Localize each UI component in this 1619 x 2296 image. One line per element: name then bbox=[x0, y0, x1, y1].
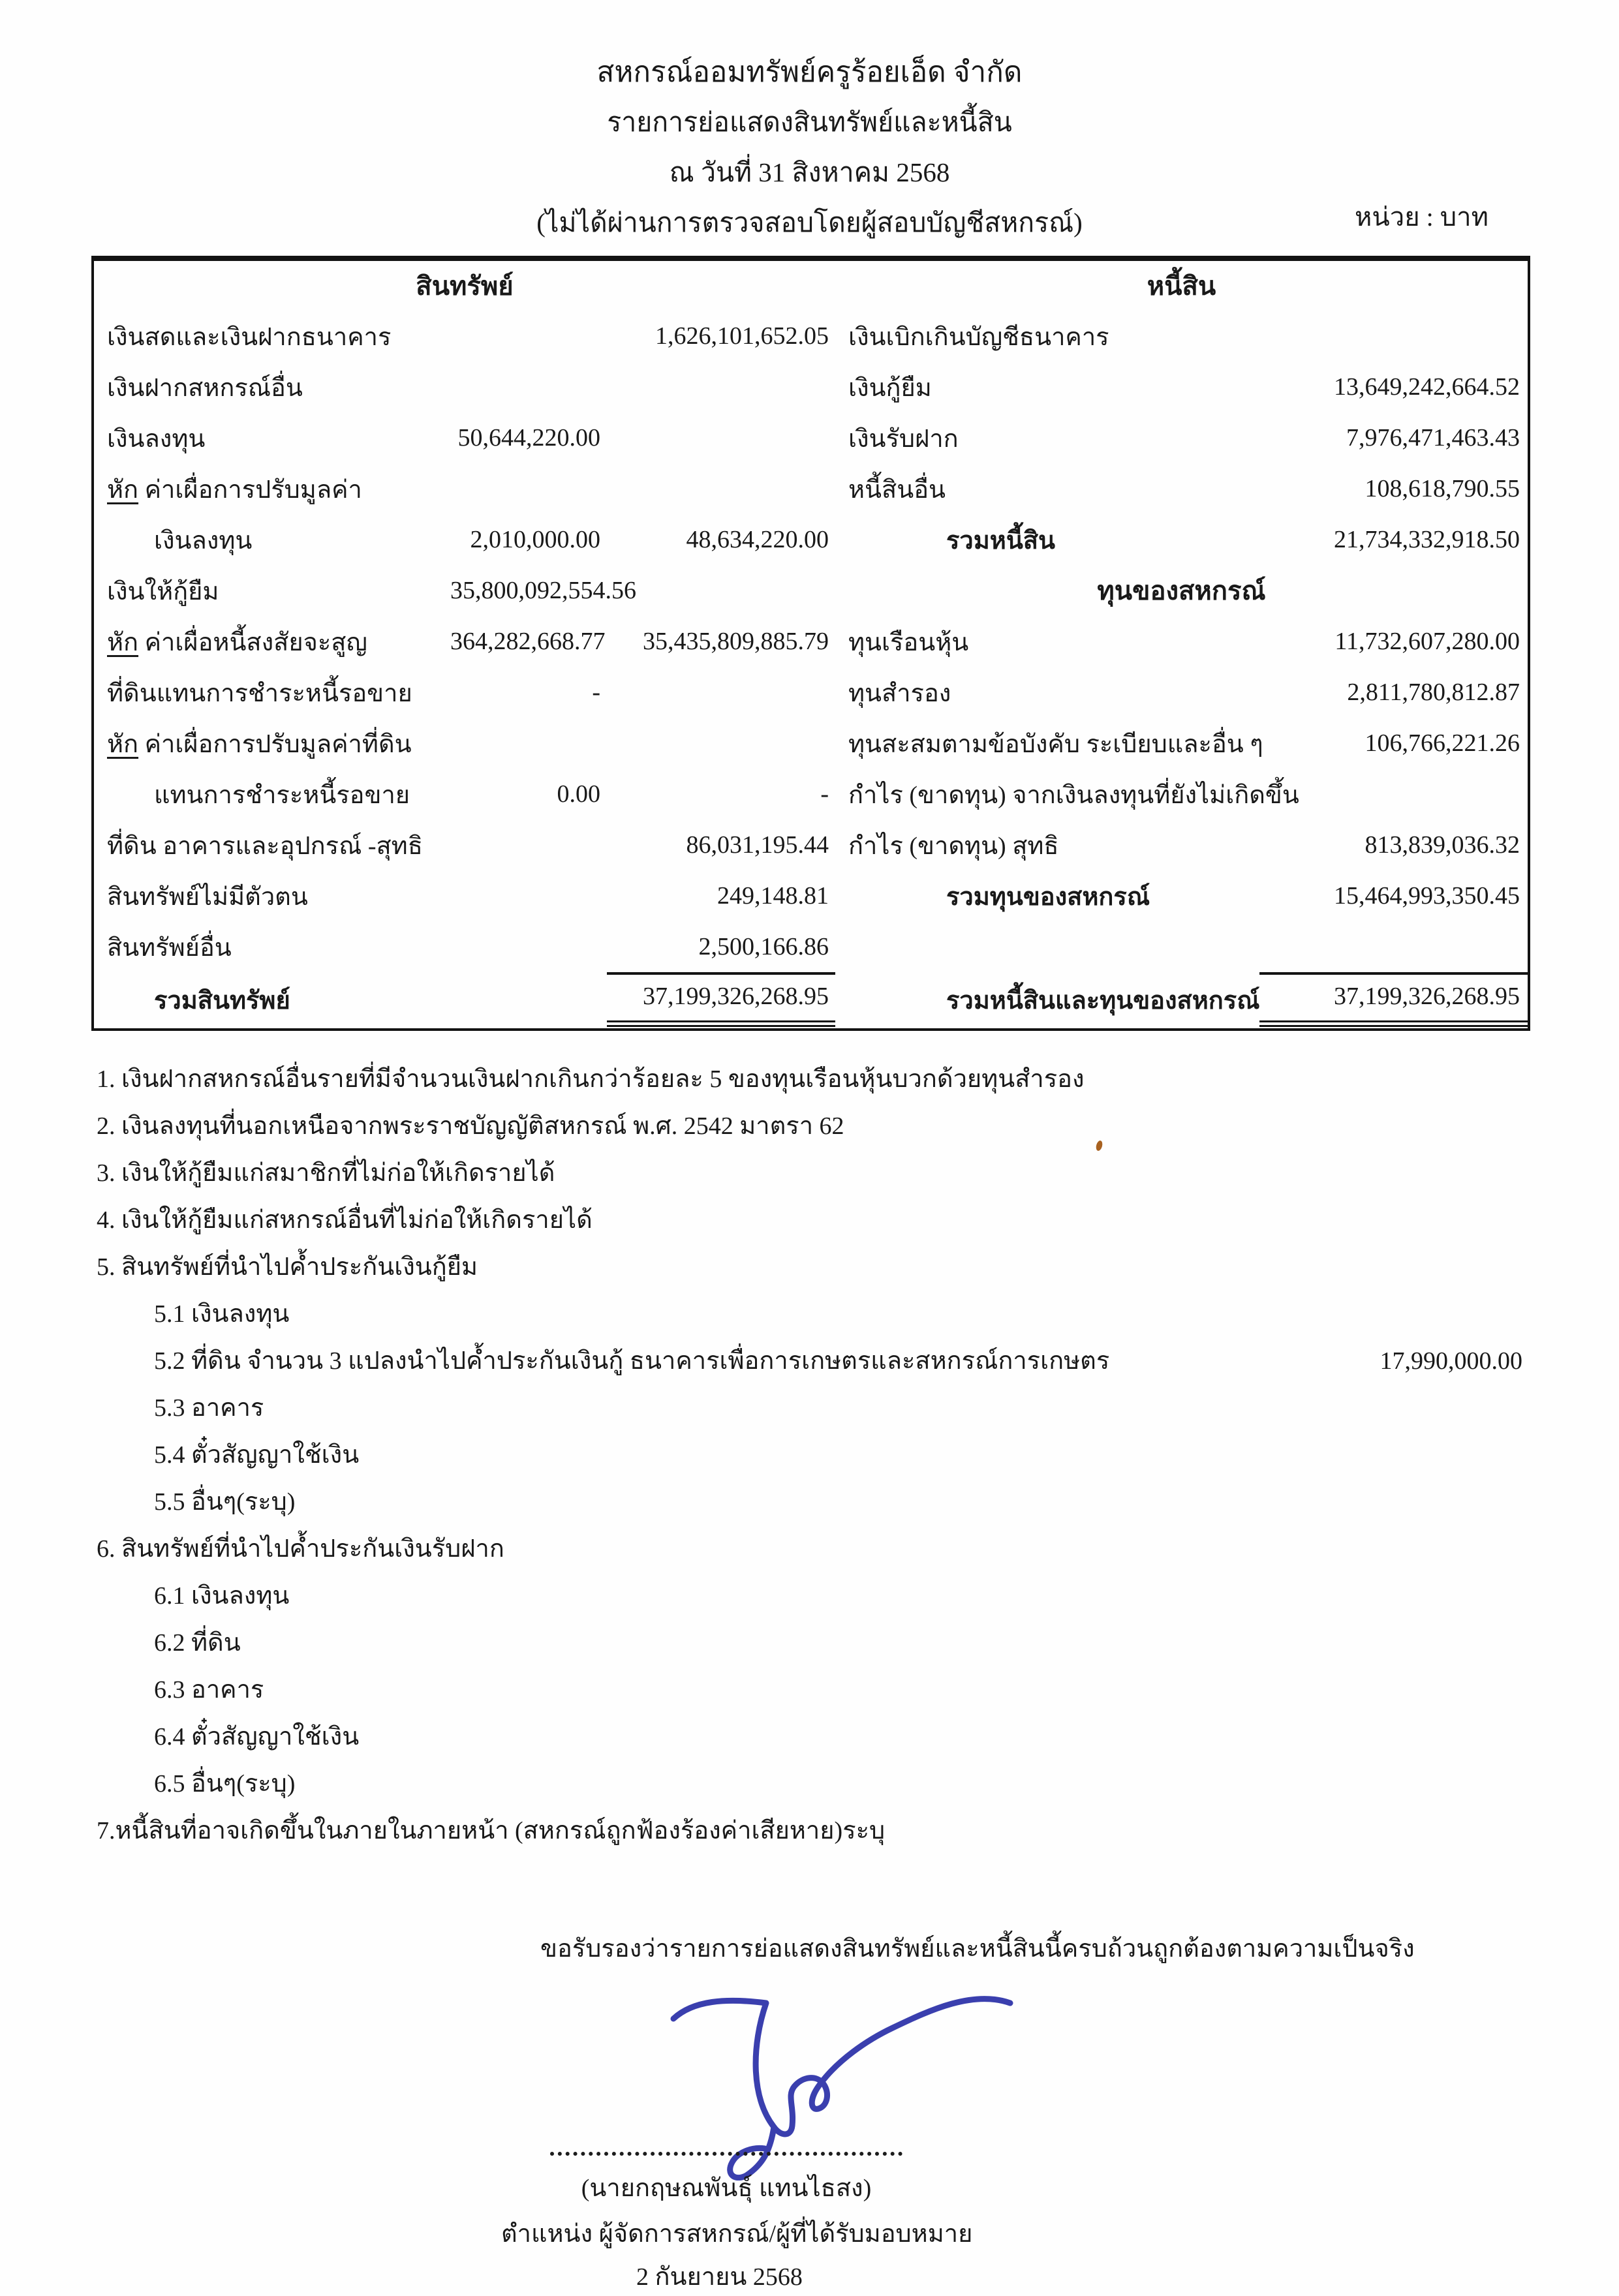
balance-sheet-table bbox=[91, 256, 1530, 1031]
note-item bbox=[97, 1058, 1530, 1105]
total-equity-label: รวมทุนของสหกรณ์ bbox=[946, 883, 1150, 911]
asset-label: เงินให้กู้ยืม bbox=[107, 577, 219, 605]
asset-label: แทนการชำระหนี้รอขาย bbox=[154, 781, 410, 809]
signature-date: 2 กันยายน 2568 bbox=[636, 2263, 803, 2291]
deduct-word: หัก bbox=[107, 730, 139, 758]
asset-label: สินทรัพย์อื่น bbox=[107, 934, 232, 962]
note-subitem bbox=[97, 1387, 1530, 1434]
note-text: อื่นๆ(ระบุ) bbox=[191, 1770, 296, 1798]
note-number: 6.1 bbox=[154, 1582, 185, 1610]
note-number: 3. bbox=[97, 1159, 116, 1187]
equity-value: 11,732,607,280.00 bbox=[1334, 628, 1520, 655]
note-item bbox=[97, 1152, 1530, 1199]
table-row bbox=[94, 311, 1528, 361]
note-text: ตั๋วสัญญาใช้เงิน bbox=[191, 1723, 360, 1751]
table-row bbox=[94, 514, 1528, 565]
note-item bbox=[97, 1810, 1530, 1857]
table-row bbox=[94, 718, 1528, 769]
note-number: 5.1 bbox=[154, 1300, 185, 1328]
note-subitem bbox=[97, 1716, 1530, 1763]
table-row bbox=[94, 412, 1528, 463]
asset-col1: 364,282,668.77 bbox=[450, 628, 606, 655]
note-text: เงินให้กู้ยืมแก่สหกรณ์อื่นที่ไม่ก่อให้เกิดรายได้ bbox=[121, 1206, 593, 1234]
note-text: อื่นๆ(ระบุ) bbox=[191, 1488, 296, 1516]
note-subitem bbox=[97, 1434, 1530, 1481]
note-number: 5.4 bbox=[154, 1441, 185, 1469]
note-number: 6.5 bbox=[154, 1770, 185, 1798]
note-text: หนี้สินที่อาจเกิดขึ้นในภายในภายหน้า (สหกรณ์ถูกฟ้องร้องค่าเสียหาย)ระบุ bbox=[115, 1817, 886, 1844]
liability-label: หนี้สินอื่น bbox=[848, 476, 946, 504]
note-text: เงินลงทุน bbox=[191, 1300, 290, 1328]
table-row bbox=[94, 921, 1528, 972]
note-number: 4. bbox=[97, 1206, 116, 1234]
liability-value: 7,976,471,463.43 bbox=[1346, 424, 1520, 452]
note-subitem bbox=[97, 1575, 1530, 1622]
equity-label: ทุนสะสมตามข้อบังคับ ระเบียบและอื่น ๆ bbox=[848, 730, 1263, 758]
note-subitem bbox=[97, 1293, 1530, 1340]
asset-label: เงินสดและเงินฝากธนาคาร bbox=[107, 323, 392, 351]
note-number: 5. bbox=[97, 1253, 116, 1281]
note-text: เงินลงทุน bbox=[191, 1582, 290, 1610]
asset-col1: 50,644,220.00 bbox=[457, 424, 600, 452]
asset-col1: - bbox=[592, 679, 600, 706]
asset-label: เงินลงทุน bbox=[107, 425, 206, 453]
asset-col2: 2,500,166.86 bbox=[698, 933, 829, 960]
total-equity-value: 15,464,993,350.45 bbox=[1334, 882, 1520, 910]
liability-label: เงินกู้ยืม bbox=[848, 374, 932, 402]
asset-label bbox=[94, 724, 450, 763]
equity-value: 813,839,036.32 bbox=[1365, 831, 1520, 859]
note-item bbox=[97, 1528, 1530, 1575]
note-subitem bbox=[97, 1340, 1530, 1387]
note-text: ตั๋วสัญญาใช้เงิน bbox=[191, 1441, 360, 1469]
note-number: 6.2 bbox=[154, 1629, 185, 1657]
asset-col2: - bbox=[820, 780, 829, 808]
table-row bbox=[94, 667, 1528, 718]
note-number: 5.2 bbox=[154, 1347, 185, 1375]
note-subitem bbox=[97, 1669, 1530, 1716]
note-number: 6.3 bbox=[154, 1676, 185, 1704]
total-liabilities-value: 21,734,332,918.50 bbox=[1334, 526, 1520, 553]
table-total-row bbox=[94, 972, 1528, 1023]
liabilities-section-header: หนี้สิน bbox=[1147, 271, 1216, 301]
asset-col2: 48,634,220.00 bbox=[686, 526, 829, 553]
note-number: 6. bbox=[97, 1535, 116, 1563]
asset-label-text: ค่าเผื่อหนี้สงสัยจะสูญ bbox=[138, 628, 367, 656]
note-number: 6.4 bbox=[154, 1723, 185, 1751]
note-text: เงินให้กู้ยืมแก่สมาชิกที่ไม่ก่อให้เกิดรายได้ bbox=[121, 1159, 555, 1187]
asset-col1: 2,010,000.00 bbox=[470, 526, 600, 553]
asset-label-text: ค่าเผื่อการปรับมูลค่า bbox=[138, 476, 362, 504]
note-number: 2. bbox=[97, 1112, 116, 1140]
liability-label: เงินรับฝาก bbox=[848, 425, 959, 453]
total-liabilities-equity-value: 37,199,326,268.95 bbox=[1259, 972, 1528, 1027]
total-assets-label: รวมสินทรัพย์ bbox=[154, 987, 290, 1015]
note-value: 17,990,000.00 bbox=[1380, 1347, 1522, 1375]
note-subitem bbox=[97, 1622, 1530, 1669]
note-number: 5.5 bbox=[154, 1488, 185, 1516]
note-number: 1. bbox=[97, 1065, 116, 1093]
note-text: เงินลงทุนที่นอกเหนือจากพระราชบัญญัติสหกรณ์ พ.ศ. 2542 มาตรา 62 bbox=[121, 1112, 844, 1140]
asset-label bbox=[94, 469, 450, 509]
asset-col2: 1,626,101,652.05 bbox=[655, 322, 829, 350]
certification-statement: ขอรับรองว่ารายการย่อแสดงสินทรัพย์และหนี้สินนี้ครบถ้วนถูกต้องตามความเป็นจริง bbox=[540, 1935, 1415, 1963]
asset-col2: 249,148.81 bbox=[717, 882, 829, 910]
total-assets-value: 37,199,326,268.95 bbox=[607, 972, 835, 1027]
equity-label: ทุนสำรอง bbox=[848, 679, 951, 707]
liability-value: 13,649,242,664.52 bbox=[1334, 373, 1520, 401]
note-item bbox=[97, 1105, 1530, 1152]
note-text: สินทรัพย์ที่นำไปค้ำประกันเงินกู้ยืม bbox=[121, 1253, 478, 1281]
equity-value: 2,811,780,812.87 bbox=[1347, 679, 1520, 706]
signer-position: ตำแหน่ง ผู้จัดการสหกรณ์/ผู้ที่ได้รับมอบหมาย bbox=[501, 2220, 973, 2248]
note-item bbox=[97, 1199, 1530, 1246]
table-row bbox=[94, 361, 1528, 412]
table-row bbox=[94, 870, 1528, 921]
asset-label-text: ค่าเผื่อการปรับมูลค่าที่ดิน bbox=[138, 730, 412, 758]
table-row bbox=[94, 769, 1528, 819]
equity-label: กำไร (ขาดทุน) จากเงินลงทุนที่ยังไม่เกิดขึ้น bbox=[848, 781, 1299, 809]
note-text: เงินฝากสหกรณ์อื่นรายที่มีจำนวนเงินฝากเกินกว่าร้อยละ 5 ของทุนเรือนหุ้นบวกด้วยทุนสำรอง bbox=[121, 1065, 1085, 1093]
deduct-word: หัก bbox=[107, 476, 139, 504]
asset-label: เงินฝากสหกรณ์อื่น bbox=[107, 374, 303, 402]
note-text: ที่ดิน bbox=[191, 1629, 241, 1657]
signer-name: (นายกฤษณพันธุ์ แทนไธสง) bbox=[581, 2175, 872, 2202]
note-text: อาคาร bbox=[191, 1676, 264, 1704]
equity-value: 106,766,221.26 bbox=[1365, 729, 1520, 757]
as-of-date: ณ วันที่ 31 สิงหาคม 2568 bbox=[669, 157, 950, 187]
equity-label: ทุนเรือนหุ้น bbox=[848, 628, 969, 656]
asset-label bbox=[94, 622, 450, 662]
note-number: 5.3 bbox=[154, 1394, 185, 1422]
note-subitem bbox=[97, 1481, 1530, 1528]
note-item bbox=[97, 1246, 1530, 1293]
signature-dotted-line bbox=[550, 2126, 902, 2156]
note-subitem bbox=[97, 1763, 1530, 1810]
liability-label: เงินเบิกเกินบัญชีธนาคาร bbox=[848, 323, 1109, 351]
liability-value: 108,618,790.55 bbox=[1365, 475, 1520, 502]
unit-label: หน่วย : บาท bbox=[1355, 202, 1488, 232]
deduct-word: หัก bbox=[107, 628, 139, 656]
org-name: สหกรณ์ออมทรัพย์ครูร้อยเอ็ด จำกัด bbox=[596, 56, 1023, 88]
table-row bbox=[94, 819, 1528, 870]
asset-col2: 86,031,195.44 bbox=[686, 831, 829, 859]
statement-title: รายการย่อแสดงสินทรัพย์และหนี้สิน bbox=[607, 107, 1012, 137]
note-text: สินทรัพย์ที่นำไปค้ำประกันเงินรับฝาก bbox=[121, 1535, 504, 1563]
equity-section-header: ทุนของสหกรณ์ bbox=[1097, 576, 1266, 605]
table-row bbox=[94, 463, 1528, 514]
equity-label: กำไร (ขาดทุน) สุทธิ bbox=[848, 832, 1059, 860]
table-row bbox=[94, 616, 1528, 667]
asset-col2: 35,435,809,885.79 bbox=[643, 628, 829, 655]
assets-section-header: สินทรัพย์ bbox=[416, 271, 514, 301]
asset-label: สินทรัพย์ไม่มีตัวตน bbox=[107, 883, 308, 911]
asset-label: ที่ดินแทนการชำระหนี้รอขาย bbox=[107, 679, 412, 707]
note-text: อาคาร bbox=[191, 1394, 264, 1422]
asset-col1: 35,800,092,554.56 bbox=[450, 577, 636, 604]
table-header-row bbox=[94, 261, 1528, 311]
asset-label: ที่ดิน อาคารและอุปกรณ์ -สุทธิ bbox=[107, 832, 423, 860]
asset-col1: 0.00 bbox=[557, 780, 600, 808]
total-liabilities-equity-label: รวมหนี้สินและทุนของสหกรณ์ bbox=[946, 987, 1260, 1015]
table-row bbox=[94, 565, 1528, 616]
total-liabilities-label: รวมหนี้สิน bbox=[946, 527, 1055, 555]
unaudited-note: (ไม่ได้ผ่านการตรวจสอบโดยผู้สอบบัญชีสหกรณ์) bbox=[536, 207, 1083, 237]
asset-label: เงินลงทุน bbox=[154, 527, 253, 555]
note-text: ที่ดิน จำนวน 3 แปลงนำไปค้ำประกันเงินกู้ ธนาคารเพื่อการเกษตรและสหกรณ์การเกษตร bbox=[191, 1347, 1110, 1375]
note-number: 7. bbox=[97, 1817, 116, 1844]
notes-section bbox=[97, 1058, 1530, 1857]
